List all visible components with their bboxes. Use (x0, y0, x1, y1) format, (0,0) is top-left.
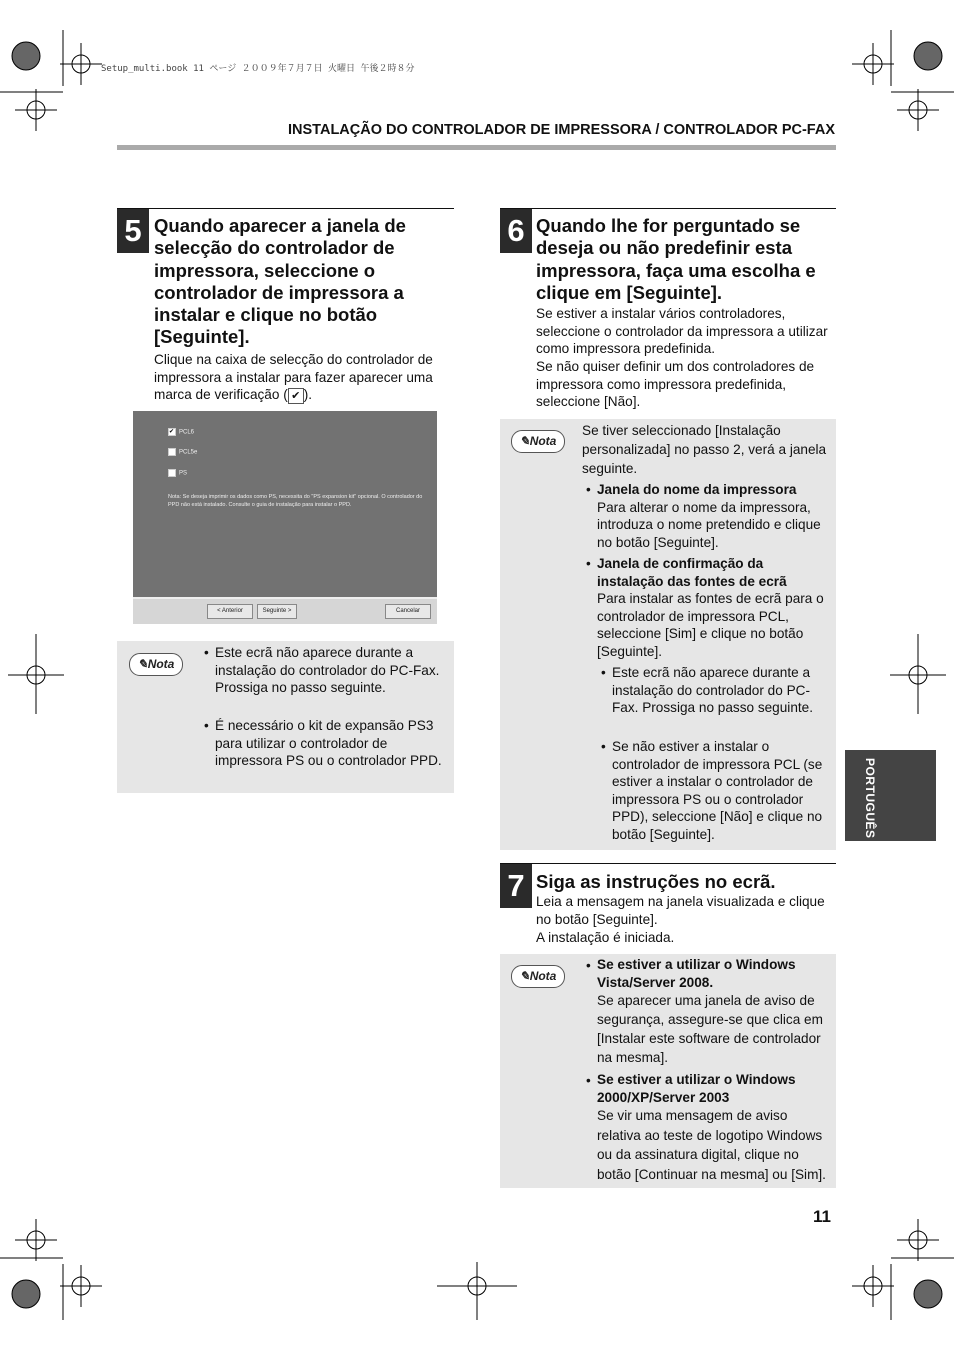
note-item: • Se estiver a utilizar o Windows 2000/XP/Server 2003 Se vir uma mensagem de aviso relativa ao teste de logotipo Windows ou da assinatura digital, clique no botão [Continuar na mesma] ou [Sim]. (597, 1071, 832, 1184)
step-title: Siga as instruções no ecrã. (536, 871, 776, 892)
body-text: Clique na caixa de selecção do controlador de impressora a instalar para fazer aparecer uma marca de verificação ( (154, 352, 433, 403)
option-label: PCL5e (179, 449, 198, 456)
subitem-text: Se não estiver a instalar o controlador de impressora PCL (se estiver a instalar o controlador de impressora PS ou o controlador PPD), seleccione [Não] e clique no botão [Seguinte]. (612, 739, 823, 842)
step-body: Se não quiser definir um dos controladores de impressora como impressora predefinida, seleccione [Não]. (536, 359, 815, 410)
item-title: Janela de confirmação da instalação das fontes de ecrã (597, 556, 787, 589)
note-box (500, 419, 836, 850)
step-number: 7 (500, 864, 532, 908)
step-divider (500, 208, 836, 209)
note-item: • É necessário o kit de expansão PS3 para utilizar o controlador de impressora PS ou o controlador PPD. (204, 718, 442, 769)
file-info-line: Setup_multi.book 11 ページ ２００９年７月７日 火曜日 午後２時８分 (101, 64, 415, 74)
back-button: < Anterior (207, 604, 253, 619)
step-body: Leia a mensagem na janela visualizada e clique no botão [Seguinte]. (536, 894, 825, 927)
page-number: 11 (813, 1207, 831, 1226)
note-label: Nota (529, 434, 557, 448)
option-pcl5e (168, 448, 197, 458)
note-subitem: • Este ecrã não aparece durante a instalação do controlador do PC-Fax. Prossiga no passo seguinte. (601, 665, 813, 716)
note-label: Nota (529, 969, 557, 983)
pencil-icon: ✎ (519, 969, 530, 983)
step-divider (500, 863, 836, 864)
note-intro: Se tiver seleccionado [Instalação personalizada] no passo 2, verá a janela seguinte. (582, 423, 827, 476)
checkbox-checked: ✔ (169, 429, 175, 435)
driver-selection-screenshot (133, 411, 437, 622)
step-divider (117, 208, 454, 209)
option-pcl6 (168, 428, 194, 438)
note-box (117, 641, 454, 793)
crosshair-mark (12, 42, 40, 70)
body-text-end: ). (303, 387, 313, 403)
item-text: Se aparecer uma janela de aviso de segurança, assegure-se que clica em [Instalar este software de controlador na mesma]. (597, 993, 823, 1066)
note-box (500, 954, 836, 1188)
note-badge (129, 653, 183, 676)
item-text: Para instalar as fontes de ecrã para o controlador de impressora PCL, seleccione [Sim] e clique no botão [Seguinte]. (597, 591, 824, 659)
item-title: Janela do nome da impressora (597, 482, 797, 497)
item-title: Se estiver a utilizar o Windows 2000/XP/Server 2003 (597, 1072, 796, 1105)
crosshair-mark (914, 1280, 942, 1308)
checkmark-icon: ✔ (288, 388, 304, 404)
note-item: • Este ecrã não aparece durante a instalação do controlador do PC-Fax. Prossiga no passo seguinte. (204, 645, 440, 696)
note-badge (511, 965, 565, 988)
language-tab (845, 750, 936, 841)
step-body: Se estiver a instalar vários controladores, seleccione o controlador da impressora a utilizar como impressora predefinida. (536, 306, 828, 357)
item-text: Se vir uma mensagem de aviso relativa ao teste de logotipo Windows ou da assinatura digital, clique no botão [Continuar na mesma] ou [Sim]. (597, 1108, 826, 1182)
note-text: Este ecrã não aparece durante a instalação do controlador do PC-Fax. Prossiga no passo seguinte. (215, 645, 440, 696)
pencil-icon: ✎ (137, 657, 148, 671)
crosshair-mark (12, 1280, 40, 1308)
next-button: Seguinte > (257, 604, 297, 619)
note-subitem: • Se não estiver a instalar o controlador de impressora PCL (se estiver a instalar o controlador de impressora PS ou o controlador PPD), seleccione [Não] e clique no botão [Seguinte]. (601, 739, 823, 842)
note-item: • Janela do nome da impressora Para alterar o nome da impressora, introduza o nome pretendido e clique no botão [Seguinte]. (597, 481, 829, 551)
checkbox (168, 448, 176, 456)
checkbox (168, 469, 176, 477)
pencil-icon: ✎ (519, 434, 530, 448)
step-number: 5 (117, 209, 149, 253)
button-bar (133, 597, 437, 624)
item-text: Para alterar o nome da impressora, introduza o nome pretendido e clique no botão [Seguinte]. (597, 499, 821, 550)
note-badge (511, 430, 565, 453)
language-tab-label: PORTUGUÊS (863, 758, 877, 839)
option-label: PCL6 (179, 429, 195, 436)
cancel-button: Cancelar (385, 604, 431, 619)
step-body (154, 351, 454, 404)
note-label: Nota (147, 657, 175, 671)
step-number: 6 (500, 209, 532, 253)
step-title: Quando aparecer a janela de selecção do controlador de impressora, seleccione o controlador de impressora a instalar e clique no botão [Seguinte]. (154, 215, 406, 348)
note-item: • Janela de confirmação da instalação das fontes de ecrã Para instalar as fontes de ecrã para o controlador de impressora PCL, seleccione [Sim] e clique no botão [Seguinte]. (597, 555, 829, 661)
header-rule (117, 145, 836, 150)
option-ps (168, 469, 187, 479)
item-title: Se estiver a utilizar o Windows Vista/Server 2008. (597, 957, 796, 990)
screenshot-note: Nota: Se deseja imprimir os dados como PS, necessita do "PS expansion kit" opcional. O controlador do PPD não está instalado. Consulte o guia de instalação para instalar o PPD. (168, 494, 423, 508)
step-body: A instalação é iniciada. (536, 930, 675, 945)
step-title: Quando lhe for perguntado se deseja ou não predefinir esta impressora, faça uma escolha e clique em [Seguinte]. (536, 215, 816, 303)
crosshair-mark (914, 42, 942, 70)
subitem-text: Este ecrã não aparece durante a instalação do controlador do PC-Fax. Prossiga no passo seguinte. (612, 665, 813, 716)
note-item: • Se estiver a utilizar o Windows Vista/Server 2008. Se aparecer uma janela de aviso de segurança, assegure-se que clica em [Instalar este software de controlador na mesma]. (597, 956, 832, 1067)
option-label: PS (179, 470, 188, 477)
note-text: É necessário o kit de expansão PS3 para utilizar o controlador de impressora PS ou o controlador PPD. (215, 718, 442, 769)
page-header: INSTALAÇÃO DO CONTROLADOR DE IMPRESSORA / CONTROLADOR PC-FAX (288, 122, 835, 138)
